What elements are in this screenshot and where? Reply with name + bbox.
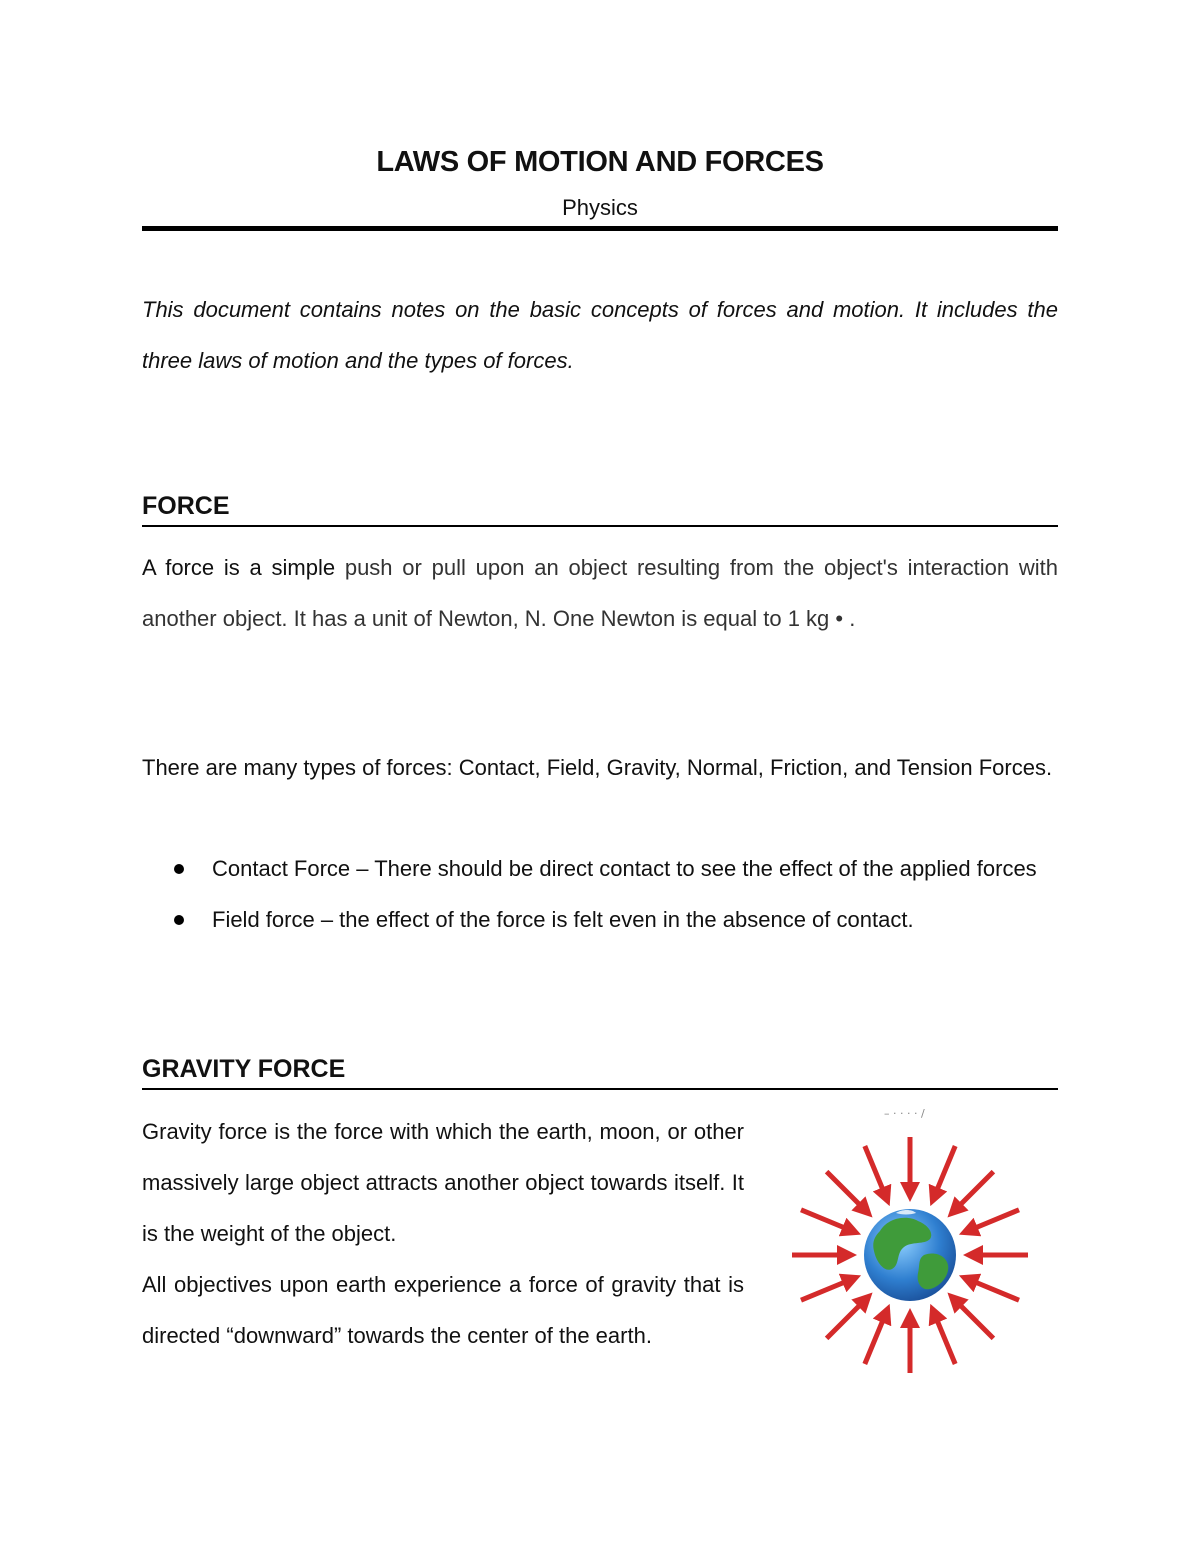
bullet-text: Field force – the effect of the force is felt even in the absence of contact. — [212, 907, 914, 932]
gravity-definition-paragraph: Gravity force is the force with which the earth, moon, or other massively large object attracts another object towards itself. It is the weight of the object. — [142, 1119, 744, 1246]
force-types-list — [142, 843, 1058, 945]
bullet-icon — [174, 864, 184, 874]
force-definition-start: A force is a simple — [142, 555, 336, 580]
document-title: LAWS OF MOTION AND FORCES — [376, 146, 824, 178]
figure-cropped-caption: – · · · · / — [884, 1107, 925, 1120]
title-divider — [142, 226, 1058, 231]
force-heading: FORCE — [142, 492, 1058, 527]
gravity-direction-paragraph: All objectives upon earth experience a force of gravity that is directed “downward” towards the center of the earth. — [142, 1272, 744, 1348]
earth-icon — [864, 1209, 956, 1301]
intro-paragraph: This document contains notes on the basic concepts of forces and motion. It includes the three laws of motion and the types of forces. — [142, 297, 1058, 373]
gravity-text-block — [142, 1106, 744, 1361]
earth-gravity-illustration — [784, 1105, 1056, 1385]
bullet-text: Contact Force – There should be direct contact to see the effect of the applied forces — [212, 856, 1037, 881]
gravity-heading: GRAVITY FORCE — [142, 1055, 1058, 1090]
list-item — [142, 843, 1058, 894]
list-item — [142, 894, 1058, 945]
force-definition-paragraph — [142, 542, 1058, 644]
bullet-icon — [174, 915, 184, 925]
force-definition-rest: push or pull upon an object resulting from the object's interaction with another object. It has a unit of Newton, N. One Newton is equal to 1 kg • . — [142, 555, 1059, 631]
document-subtitle: Physics — [562, 195, 638, 220]
force-types-paragraph: There are many types of forces: Contact, Field, Gravity, Normal, Friction, and Tension Forces. — [142, 755, 1053, 780]
